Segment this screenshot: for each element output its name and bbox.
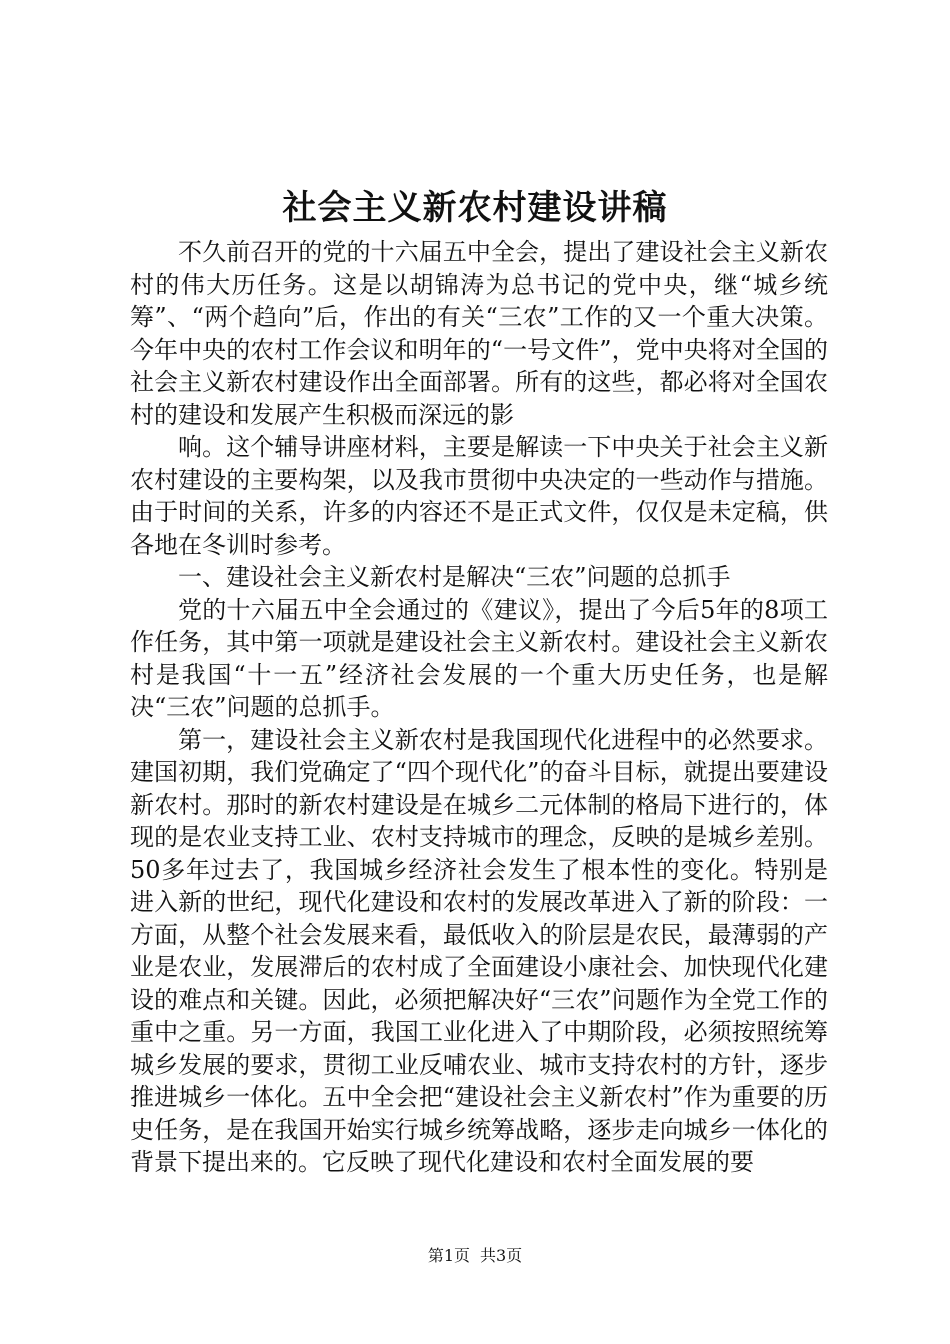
page-number: 第1页 bbox=[427, 1246, 470, 1265]
paragraph: 党的十六届五中全会通过的《建议》，提出了今后5年的8项工作任务，其中第一项就是建设社会主义新农村。建设社会主义新农村是我国“十一五”经济社会发展的一个重大历史任务，也是解决“三农”问题的总抓手。 bbox=[130, 595, 828, 721]
paragraph: 不久前召开的党的十六届五中全会，提出了建设社会主义新农村的伟大历任务。这是以胡锦涛为总书记的党中央，继“城乡统筹”、“两个趋向”后，作出的有关“三农”工作的又一个重大决策。今年中央的农村工作会议和明年的“一号文件”，党中央将对全国的社会主义新农村建设作出全面部署。所有的这些，都必将对全国农村的建设和发展产生积极而深远的影 bbox=[130, 238, 828, 429]
paragraph: 第一，建设社会主义新农村是我国现代化进程中的必然要求。建国初期，我们党确定了“四个现代化”的奋斗目标，就提出要建设新农村。那时的新农村建设是在城乡二元体制的格局下进行的，体现的是农业支持工业、农村支持城市的理念，反映的是城乡差别。50多年过去了，我国城乡经济社会发生了根本性的变化。特别是进入新的世纪，现代化建设和农村的发展改革进入了新的阶段：一方面，从整个社会发展来看，最低收入的阶层是农民，最薄弱的产业是农业，发展滞后的农村成了全面建设小康社会、加快现代化建设的难点和关键。因此，必须把解决好“三农”问题作为全党工作的重中之重。另一方面，我国工业化进入了中期阶段，必须按照统筹城乡发展的要求，贯彻工业反哺农业、城市支持农村的方针，逐步推进城乡一体化。五中全会把“建设社会主义新农村”作为重要的历史任务，是在我国开始实行城乡统筹战略，逐步走向城乡一体化的背景下提出来的。它反映了现代化建设和农村全面发展的要 bbox=[130, 725, 828, 1176]
page-footer bbox=[0, 1246, 950, 1266]
section-heading: 一、建设社会主义新农村是解决“三农”问题的总抓手 bbox=[178, 563, 731, 591]
page-total: 共3页 bbox=[480, 1246, 523, 1265]
paragraph: 响。这个辅导讲座材料，主要是解读一下中央关于社会主义新农村建设的主要构架，以及我市贯彻中央决定的一些动作与措施。由于时间的关系，许多的内容还不是正式文件，仅仅是未定稿，供各地在冬训时参考。 bbox=[130, 433, 828, 559]
document-body bbox=[130, 236, 828, 1179]
document-title: 社会主义新农村建设讲稿 bbox=[282, 188, 668, 228]
